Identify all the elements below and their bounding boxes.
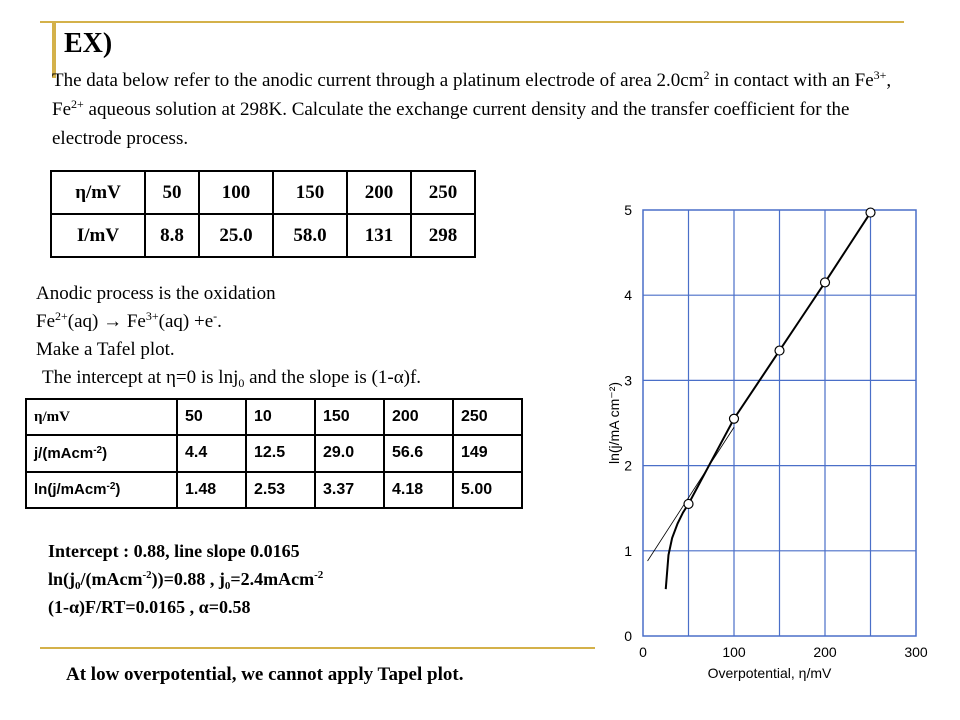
- table-cell: 298: [411, 214, 475, 257]
- cell-superscript: -2: [93, 444, 103, 456]
- cell-text: j/(mAcm: [34, 444, 94, 462]
- table-cell: 131: [347, 214, 411, 257]
- table-cell: 25.0: [199, 214, 273, 257]
- tafel-fit-line: [648, 427, 734, 561]
- data-point: [684, 499, 693, 508]
- result-line: Intercept : 0.88, line slope 0.0165: [48, 541, 300, 561]
- table-cell: 2.53: [246, 472, 315, 508]
- table-cell: 250: [453, 399, 522, 435]
- table-cell: 3.37: [315, 472, 384, 508]
- result-text: ))=0.88 , j: [151, 569, 225, 589]
- result-subscript: 0: [224, 580, 231, 592]
- equation-text: (aq) +e: [158, 311, 214, 332]
- intro-text: The data below refer to the anodic current through a platinum electrode of area 2.0cm: [52, 70, 704, 91]
- data-curve: [666, 213, 871, 590]
- tafel-data-table: [25, 398, 523, 509]
- process-description: [36, 280, 421, 392]
- y-axis-label: ln(j/mA cm⁻²): [606, 381, 622, 465]
- table-cell: 150: [315, 399, 384, 435]
- result-superscript: -2: [314, 569, 324, 581]
- top-rule: [40, 21, 904, 23]
- table-cell: 149: [453, 435, 522, 471]
- bottom-rule: [40, 647, 595, 649]
- process-line: Make a Tafel plot.: [36, 339, 175, 360]
- table-cell: 50: [145, 171, 199, 214]
- cell-text: ln(j/mAcm: [34, 481, 107, 499]
- data-point: [821, 278, 830, 287]
- result-subscript: 0: [75, 580, 81, 592]
- y-tick-label: 2: [624, 457, 632, 474]
- y-tick-label: 1: [624, 542, 632, 559]
- current-data-table: [50, 170, 476, 258]
- reaction-equation: [36, 308, 421, 336]
- equation-text: (aq) → Fe: [67, 311, 146, 332]
- x-tick-label: 100: [722, 644, 746, 660]
- intro-text: aqueous solution at 298K. Calculate the exchange current density and the transfer coefficient for the electrode process.: [52, 99, 850, 149]
- equation-text: .: [217, 311, 222, 332]
- intro-text: in contact with an Fe: [709, 70, 874, 91]
- table-cell: 150: [273, 171, 347, 214]
- table-cell: 1.48: [177, 472, 246, 508]
- data-point: [730, 414, 739, 423]
- cell-superscript: -2: [106, 481, 116, 493]
- table-cell: 10: [246, 399, 315, 435]
- table-cell: 100: [199, 171, 273, 214]
- data-point: [866, 208, 875, 217]
- x-axis-label: Overpotential, η/mV: [707, 665, 832, 681]
- table-cell: 4.4: [177, 435, 246, 471]
- table-cell: 200: [347, 171, 411, 214]
- x-tick-label: 300: [904, 644, 928, 660]
- problem-statement: [52, 66, 902, 153]
- table-cell: 5.00: [453, 472, 522, 508]
- results-block: [48, 537, 323, 621]
- x-tick-label: 0: [639, 644, 647, 660]
- process-line: Anodic process is the oxidation: [36, 283, 276, 304]
- table-cell: 200: [384, 399, 453, 435]
- table-cell: [26, 472, 177, 508]
- table-cell: 250: [411, 171, 475, 214]
- intro-superscript: 2: [703, 68, 710, 82]
- intro-superscript: 3+: [873, 68, 887, 82]
- table-row: [26, 472, 522, 508]
- equation-superscript: 3+: [145, 309, 159, 323]
- equation-text: Fe: [36, 311, 55, 332]
- result-line: (1-α)F/RT=0.0165 , α=0.58: [48, 597, 251, 617]
- table-cell: 12.5: [246, 435, 315, 471]
- slide-title: EX): [64, 28, 113, 59]
- equation-superscript: 2+: [55, 309, 68, 323]
- table-cell: 29.0: [315, 435, 384, 471]
- table-row: [51, 171, 475, 214]
- intercept-text: and the slope is (1-α)f.: [244, 367, 422, 388]
- y-tick-label: 5: [624, 202, 632, 218]
- table-cell: [26, 435, 177, 471]
- y-tick-label: 3: [624, 372, 632, 389]
- table-row: [26, 399, 522, 435]
- table-cell: I/mV: [51, 214, 145, 257]
- table-cell: η/mV: [51, 171, 145, 214]
- result-line: [48, 565, 323, 593]
- intro-superscript: 2+: [71, 97, 84, 111]
- tafel-plot: [595, 190, 940, 681]
- result-superscript: -2: [142, 569, 152, 581]
- table-cell: 56.6: [384, 435, 453, 471]
- table-cell: η/mV: [26, 399, 177, 435]
- intercept-text: The intercept at η=0 is lnj: [42, 367, 239, 388]
- result-text: /(mAcm: [80, 569, 143, 589]
- result-text: ln(j: [48, 569, 75, 589]
- intercept-subscript: 0: [238, 376, 245, 390]
- table-cell: 50: [177, 399, 246, 435]
- table-cell: 58.0: [273, 214, 347, 257]
- data-point: [775, 346, 784, 355]
- equation-superscript: -: [213, 309, 218, 323]
- intercept-line: [36, 364, 421, 392]
- x-tick-label: 200: [813, 644, 837, 660]
- table-cell: 4.18: [384, 472, 453, 508]
- y-tick-label: 4: [624, 287, 632, 304]
- intro-text: , Fe: [52, 70, 892, 120]
- table-row: [26, 435, 522, 471]
- y-tick-label: 0: [624, 628, 632, 644]
- table-row: [51, 214, 475, 257]
- cell-text: ): [115, 481, 121, 499]
- conclusion-text: At low overpotential, we cannot apply Tapel plot.: [66, 664, 464, 685]
- table-cell: 8.8: [145, 214, 199, 257]
- cell-text: ): [102, 444, 108, 462]
- result-text: =2.4mAcm: [230, 569, 315, 589]
